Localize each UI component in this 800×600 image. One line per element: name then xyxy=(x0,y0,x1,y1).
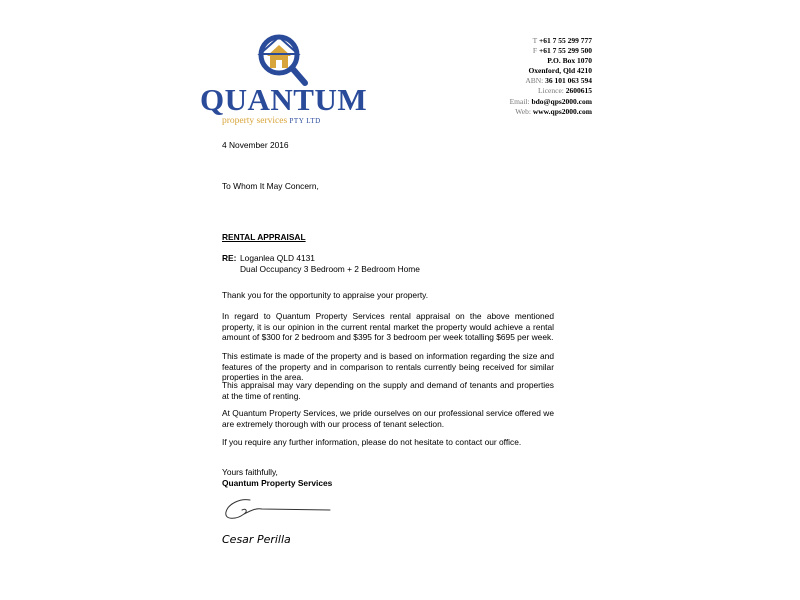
company-logo xyxy=(200,30,368,126)
contact-web: Web: www.qps2000.com xyxy=(515,106,592,116)
re-label: RE: xyxy=(222,253,237,263)
logo-tagline: property services PTY LTD xyxy=(222,116,321,126)
contact-po-box: P.O. Box 1070 xyxy=(547,56,592,66)
contact-email: Email: bdo@qps2000.com xyxy=(509,96,592,106)
contact-fax: F +61 7 55 299 500 xyxy=(532,46,592,56)
signer-name: Cesar Perilla xyxy=(222,533,291,546)
contact-phone: T +61 7 55 299 777 xyxy=(532,36,592,45)
salutation: To Whom It May Concern, xyxy=(222,181,319,191)
contact-block xyxy=(510,36,592,117)
closing-block xyxy=(222,467,552,488)
re-description: Dual Occupancy 3 Bedroom + 2 Bedroom Home xyxy=(240,263,420,274)
house-magnifier-icon xyxy=(250,30,310,88)
letter-date: 4 November 2016 xyxy=(222,140,289,150)
paragraph-appraisal: In regard to Quantum Property Services rental appraisal on the above mentioned property, it is our opinion in the current rental market the property would achieve a rental amount of $300 for 2 bedroom and $395 for 3 bedroom per week totalling $695 per week. xyxy=(222,311,554,343)
paragraph-service: At Quantum Property Services, we pride ourselves on our professional service offered we are extremely thorough with our process of tenant selection. xyxy=(222,408,554,429)
contact-abn: ABN: 36 101 063 594 xyxy=(525,76,592,86)
re-location: Loganlea QLD 4131 xyxy=(240,253,315,263)
letter-heading: RENTAL APPRAISAL xyxy=(222,232,306,242)
paragraph-variation: This appraisal may vary depending on the supply and demand of tenants and properties at the time of renting. xyxy=(222,380,554,401)
paragraph-contact: If you require any further information, please do not hesitate to contact our office. xyxy=(222,437,522,447)
re-block xyxy=(222,253,552,274)
logo-wordmark: QUANTUM xyxy=(200,82,368,117)
contact-licence: Licence: 2600615 xyxy=(538,86,592,96)
contact-suburb: Oxenford, Qld 4210 xyxy=(528,66,592,76)
firm-name: Quantum Property Services xyxy=(222,477,333,488)
closing-phrase: Yours faithfully, xyxy=(222,467,278,477)
handwritten-signature xyxy=(222,494,332,524)
paragraph-thanks: Thank you for the opportunity to appraise your property. xyxy=(222,290,429,300)
paragraph-estimate: This estimate is made of the property and is based on information regarding the size and features of the property and in comparison to rentals currently being received for similar properties in the area. xyxy=(222,351,554,383)
